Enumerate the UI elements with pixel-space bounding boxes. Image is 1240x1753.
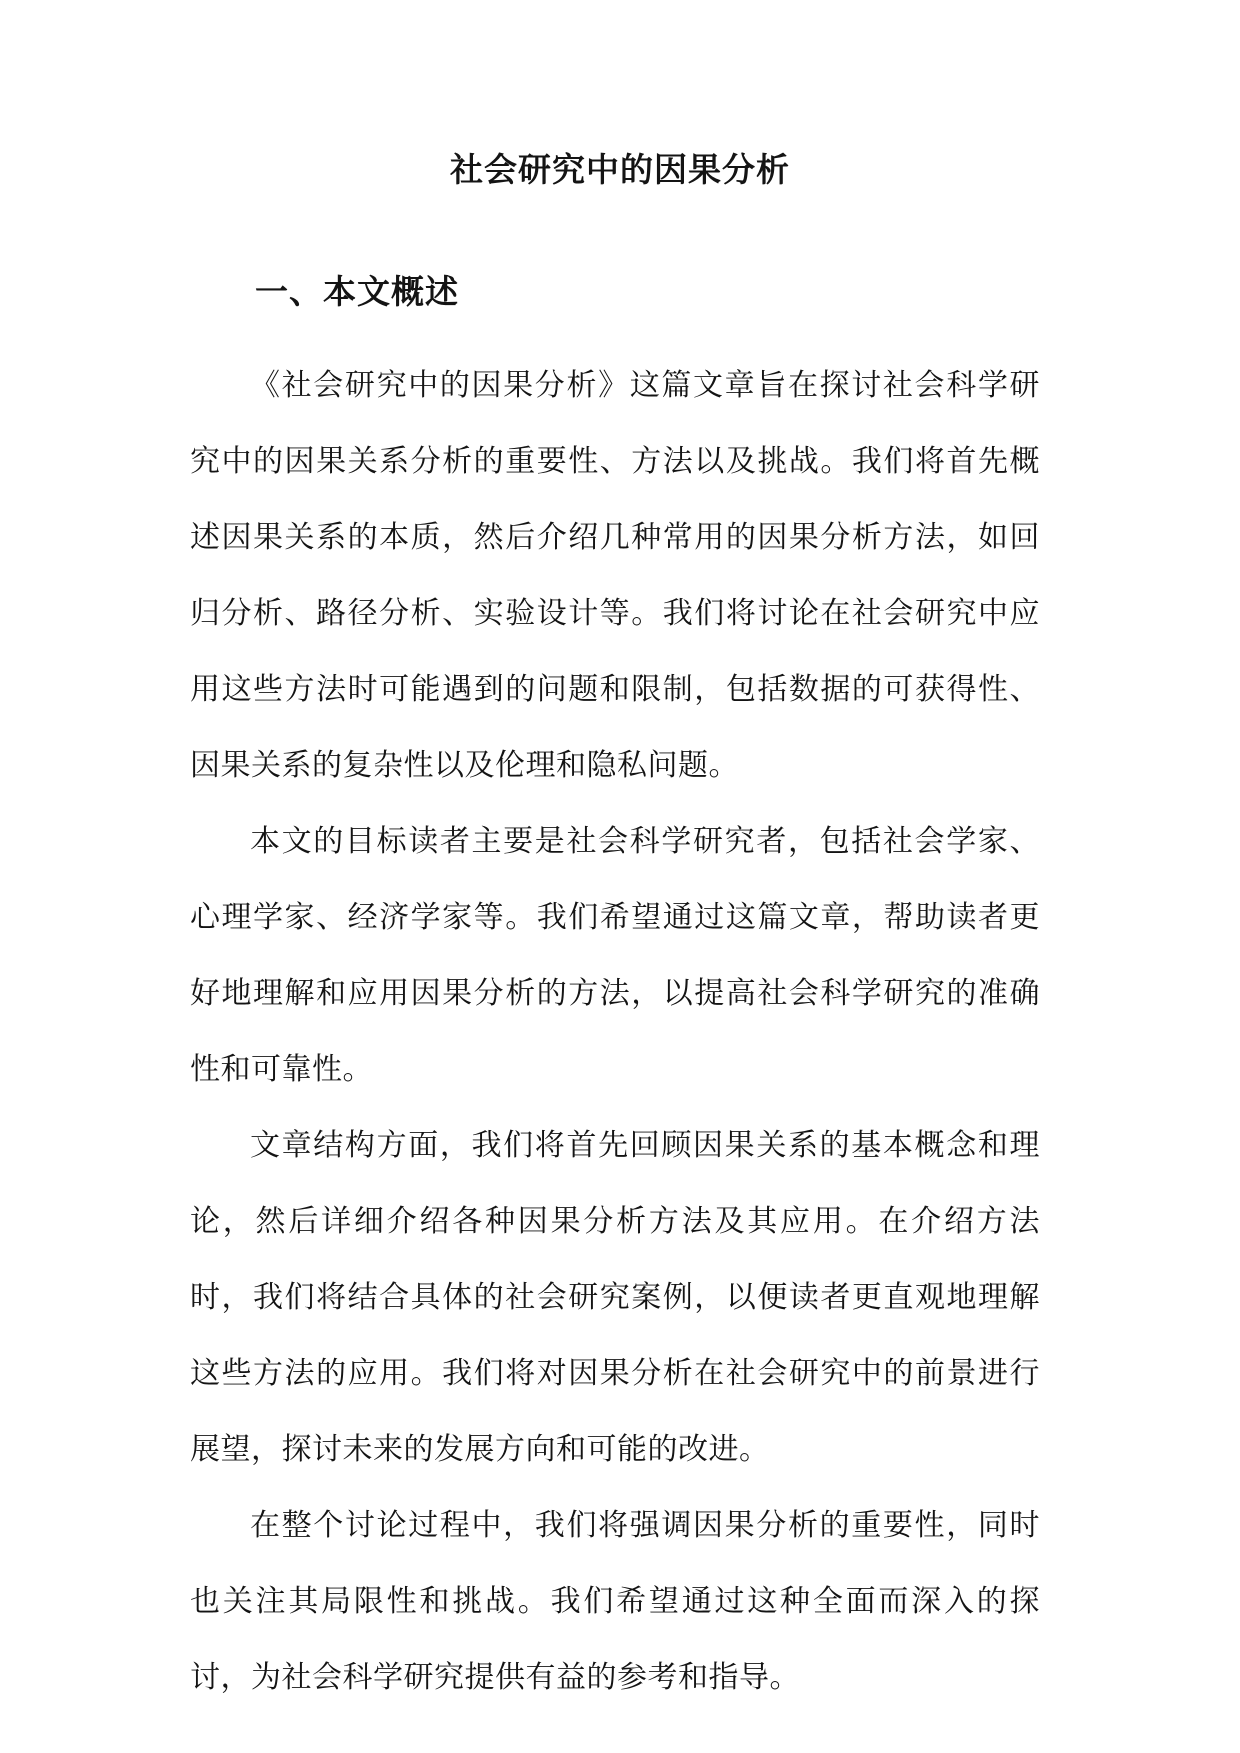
body-paragraph: 《社会研究中的因果分析》这篇文章旨在探讨社会科学研究中的因果关系分析的重要性、方法以及挑战。我们将首先概述因果关系的本质，然后介绍几种常用的因果分析方法，如回归分析、路径分析、实验设计等。我们将讨论在社会研究中应用这些方法时可能遇到的问题和限制，包括数据的可获得性、因果关系的复杂性以及伦理和隐私问题。 <box>190 368 1040 783</box>
body-paragraph: 本文的目标读者主要是社会科学研究者，包括社会学家、心理学家、经济学家等。我们希望通过这篇文章，帮助读者更好地理解和应用因果分析的方法，以提高社会科学研究的准确性和可靠性。 <box>190 824 1040 1087</box>
section-heading: 一、本文概述 <box>255 272 459 311</box>
body-paragraph: 文章结构方面，我们将首先回顾因果关系的基本概念和理论，然后详细介绍各种因果分析方法及其应用。在介绍方法时，我们将结合具体的社会研究案例，以便读者更直观地理解这些方法的应用。我们将对因果分析在社会研究中的前景进行展望，探讨未来的发展方向和可能的改进。 <box>190 1128 1040 1467</box>
document-body <box>190 348 1040 1716</box>
document-title: 社会研究中的因果分析 <box>450 150 790 189</box>
body-paragraph: 在整个讨论过程中，我们将强调因果分析的重要性，同时也关注其局限性和挑战。我们希望通过这种全面而深入的探讨，为社会科学研究提供有益的参考和指导。 <box>190 1508 1040 1695</box>
